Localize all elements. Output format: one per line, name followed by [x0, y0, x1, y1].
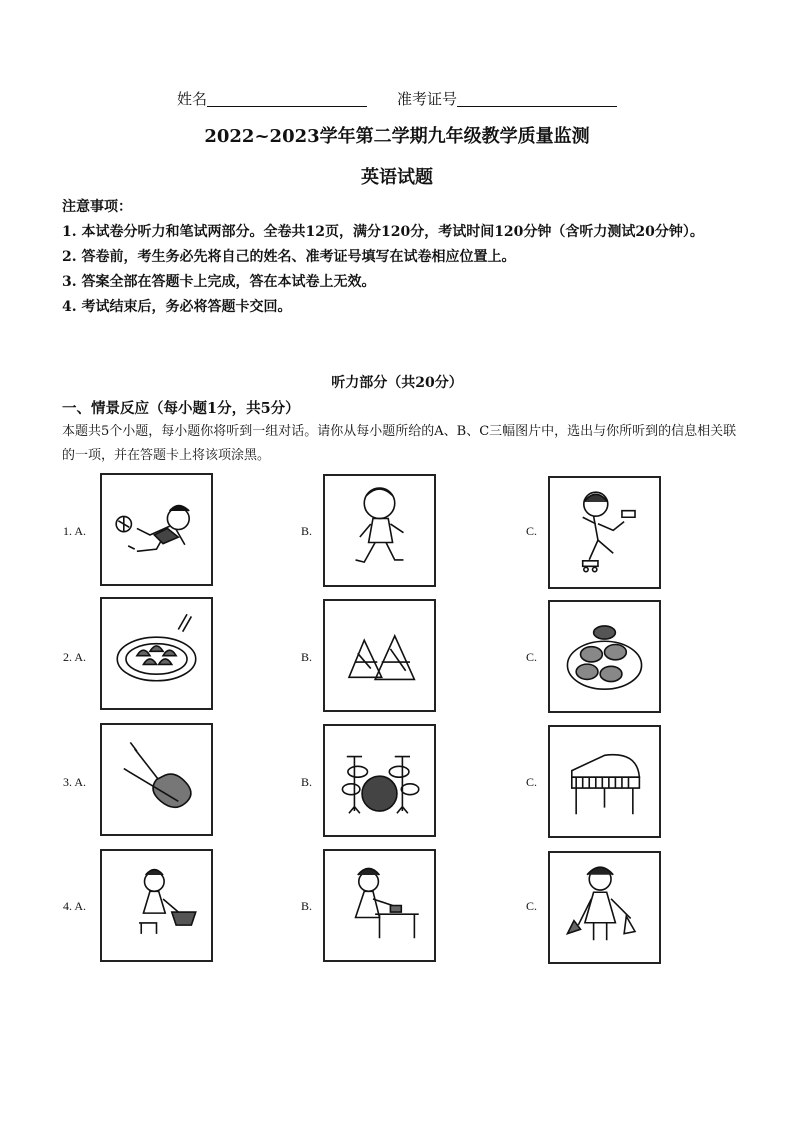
q3-c-label: C. [526, 775, 538, 789]
exam-no-label: 准考证号 [397, 90, 458, 108]
q3-a-label: 3. A. [63, 775, 87, 789]
zongzi-icon [325, 601, 434, 710]
note-item-3: 3. 答案全部在答题卡上完成，答在本试卷上无效。 [62, 274, 376, 290]
soccer-kick-icon [102, 475, 211, 584]
student-info-line [0, 88, 794, 109]
girl-washing-clothes-icon [102, 851, 211, 960]
q1-c-label: C. [526, 524, 538, 538]
exam-title: 2022~2023学年第二学期九年级教学质量监测 [204, 126, 590, 147]
q2-c-label: C. [526, 650, 538, 664]
girl-sweeping-icon [550, 853, 659, 962]
running-boy-icon [325, 476, 434, 585]
q1-a-label: 1. A. [63, 524, 87, 538]
note-item-1: 1. 本试卷分听力和笔试两部分。全卷共12页，满分120分，考试时间120分钟（含听力测试20分钟）。 [62, 224, 704, 240]
q2-option-b-image[interactable] [323, 599, 436, 712]
q1-option-a-image[interactable] [100, 473, 213, 586]
q1-b-label: B. [301, 524, 313, 538]
q3-option-a-image[interactable] [100, 723, 213, 836]
dumplings-plate-icon [102, 599, 211, 708]
q2-a-label: 2. A. [63, 650, 87, 664]
drum-set-icon [325, 726, 434, 835]
q4-b-label: B. [301, 899, 313, 913]
note-item-2: 2. 答卷前，考生务必先将自己的姓名、准考证号填写在试卷相应位置上。 [62, 249, 516, 265]
name-blank [207, 92, 367, 107]
notes-heading: 注意事项： [62, 199, 132, 215]
note-item-4: 4. 考试结束后，务必将答题卡交回。 [62, 299, 292, 315]
q2-option-a-image[interactable] [100, 597, 213, 710]
violin-icon [102, 725, 211, 834]
q4-option-a-image[interactable] [100, 849, 213, 962]
q3-option-b-image[interactable] [323, 724, 436, 837]
q4-c-label: C. [526, 899, 538, 913]
mooncakes-plate-icon [550, 602, 659, 711]
q4-option-c-image[interactable] [548, 851, 661, 964]
exam-subtitle: 英语试题 [361, 167, 433, 188]
name-label: 姓名 [176, 90, 207, 108]
q2-option-c-image[interactable] [548, 600, 661, 713]
q3-option-c-image[interactable] [548, 725, 661, 838]
q4-a-label: 4. A. [63, 899, 87, 913]
listening-title: 听力部分（共20分） [331, 375, 463, 391]
exam-no-blank [457, 92, 617, 107]
section-1-heading: 一、情景反应（每小题1分，共5分） [62, 400, 300, 417]
section-1-instructions: 本题共5个小题，每小题你将听到一组对话。请你从每小题所给的A、B、C三幅图片中，选出与你所听到的信息相关联的一项，并在答题卡上将该项涂黑。 [62, 424, 737, 463]
q1-option-c-image[interactable] [548, 476, 661, 589]
girl-cleaning-table-icon [325, 851, 434, 960]
notes [62, 195, 742, 320]
roller-skating-icon [550, 478, 659, 587]
q4-option-b-image[interactable] [323, 849, 436, 962]
q1-option-b-image[interactable] [323, 474, 436, 587]
piano-icon [550, 727, 659, 836]
q3-b-label: B. [301, 775, 313, 789]
q2-b-label: B. [301, 650, 313, 664]
